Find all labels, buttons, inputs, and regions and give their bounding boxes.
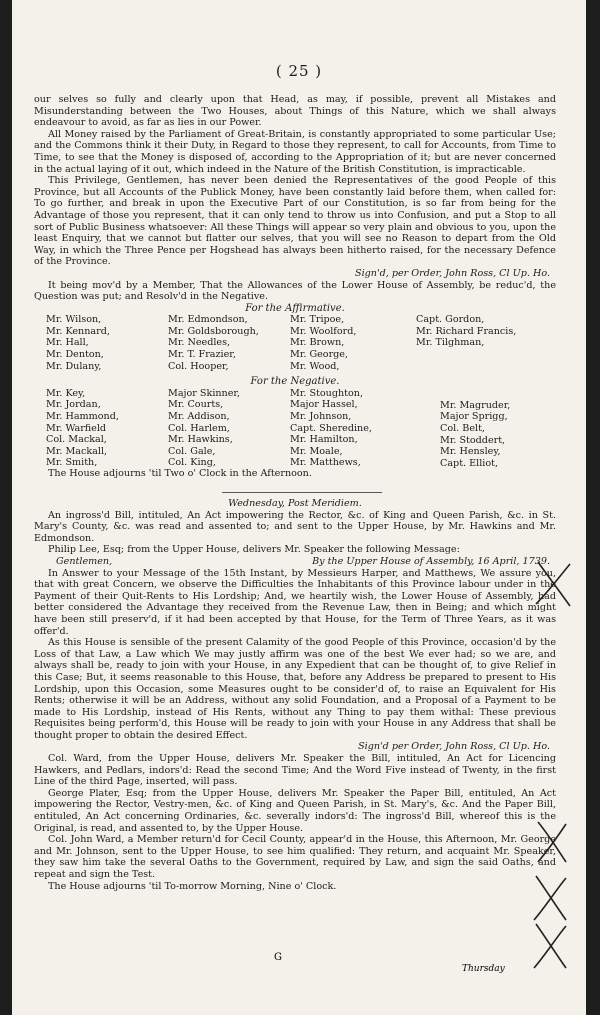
member-name: Mr. Addison, [168, 411, 230, 423]
member-name: Mr. Kennard, [46, 325, 110, 337]
paragraph: Col. Ward, from the Upper House, delivers Mr. Speaker the Bill, intituled, An Act for Licencing Hawkers, and Pedlars, indors'd: Read the second Time; And the Word Five instead of Twenty, in the first Line of the third Page, inserted, will pass. [34, 753, 556, 788]
member-name: Mr. Smith, [46, 457, 98, 469]
member-name: Mr. Hensley, [440, 446, 501, 458]
member-name: Mr. Tilghman, [416, 337, 485, 349]
name-column [168, 388, 240, 469]
member-name: Mr. Hall, [46, 337, 89, 349]
affirmative-heading: For the Affirmative. [245, 302, 345, 314]
paragraph: As this House is sensible of the present Calamity of the good People of this Province, occasion'd by the Loss of that Law, a Law which We may justly affirm was one of the best We ever had; so we are, and always shall be, ready to join with your House, in any Expedient that can be thought of, to give Relief in this Case; But, it seems reasonable to this House, that, before any Address be prepared to present to His Lordship, upon this Occasion, some Measures ought to be consider'd of, to raise an Equivalent for His Rents; otherwise it will be an Address, without any solid Foundation, and a Proposal of a Payment to be made to His Lordship, instead of His Rents, without any Thing to pay them withal: These previous Requisites being perform'd, this House will be ready to join with your House in any Address that shall be thought proper to obtain the desired Effect. [34, 637, 556, 741]
message-dateline: By the Upper House of Assembly, 16 April, 1739. [312, 555, 550, 567]
paragraph: Col. John Ward, a Member return'd for Cecil County, appear'd in the House, this Afternoon, Mr. George and Mr. Johnson, sent to the Upper House, to see him qualified: They return, and acquaint Mr. Speaker, they saw him take the several Oaths to the Government, required by Law, and sign the said Oaths, and repeat and sign the Test. [34, 834, 556, 880]
member-name: Mr. Matthews, [290, 457, 361, 469]
member-name: Mr. Key, [46, 387, 86, 399]
member-name: Col. Hooper, [168, 360, 229, 372]
member-name: Mr. Jordan, [46, 399, 101, 411]
member-name: Mr. Woolford, [290, 325, 357, 337]
member-name: Col. Belt, [440, 423, 485, 435]
scan-border-left [0, 0, 12, 1015]
name-column [416, 314, 516, 349]
date-heading: Wednesday, Post Meridiem. [228, 498, 362, 509]
negative-names [34, 388, 556, 468]
member-name: Col. Harlem, [168, 422, 230, 434]
name-column [290, 388, 372, 469]
catchword: Thursday [462, 964, 505, 974]
handwritten-x-mark [530, 872, 572, 924]
text-block-2 [34, 498, 556, 892]
name-column [290, 314, 356, 372]
member-name: Mr. Wood, [290, 360, 340, 372]
member-name: Mr. Magruder, [440, 399, 511, 411]
member-name: Mr. George, [290, 349, 349, 361]
paragraph: our selves so fully and clearly upon that Head, as may, if possible, prevent all Mistakes and Misunderstanding between the Two Houses, about Things of this Nature, which we shall always endeavour to avoid, as far as lies in our Power. [34, 94, 556, 129]
name-column [440, 400, 510, 470]
member-name: Mr. Edmondson, [168, 314, 248, 326]
name-column [46, 314, 110, 372]
member-name: Mr. Courts, [168, 399, 224, 411]
paragraph: All Money raised by the Parliament of Great-Britain, is constantly appropriated to some particular Use; and the Commons think it their Duty, in Regard to those they represent, to call for Accounts, from Time to Time, to see that the Money is disposed of, according to the Appropriation of it; but are never concerned in the actual laying of it out, which indeed in the Nature of the British Constitution, is impracticable. [34, 128, 556, 175]
member-name: Mr. Stoddert, [440, 434, 506, 446]
motion-paragraph: It being mov'd by a Member, That the Allowances of the Lower House of Assembly, be reduc'd, the Question was put; and Resolv'd in the Negative. [34, 279, 556, 303]
member-name: Capt. Sheredine, [290, 422, 372, 434]
member-name: Major Skinner, [168, 387, 240, 399]
member-name: Mr. Richard Francis, [416, 325, 517, 337]
paragraph: Philip Lee, Esq; from the Upper House, delivers Mr. Speaker the following Message: [48, 544, 460, 556]
member-name: Major Sprigg, [440, 411, 508, 423]
paragraph: This Privilege, Gentlemen, has never been denied the Representatives of the good People of this Province, but all Accounts of the Publick Money, have been constantly laid before them, when called for: To go further, and break in upon the Executive Part of our Constitution, is so far from being for the Advantage of those you represent, that it can only tend to throw us into Confusion, and put a Stop to all sort of Public Business whatsoever: All these Things will appear so very plain and obvious to you, upon the least Enquiry, that we cannot but flatter our selves, that you will see no Reason to depart from the Old Way, in which the Three Pence per Hogshead has always been hitherto raised, for the necessary Defence of the Province. [34, 175, 556, 268]
member-name: Mr. Moale, [290, 445, 343, 457]
member-name: Mr. Tripoe, [290, 314, 345, 326]
member-name: Mr. Stoughton, [290, 387, 364, 399]
adjournment-line: The House adjourns 'til To-morrow Morning, Nine o' Clock. [48, 880, 337, 892]
paragraph: In Answer to your Message of the 15th Instant, by Messieurs Harper, and Matthews, We assure you, that with great Concern, we observe the Difficulties the Inhabitants of this Province labour under in the Payment of their Quit-Rents to His Lordship; And, we heartily wish, the Lower House of Assembly, had better considered the Advantage they received from the Revenue Law, then in Being; and which might have been still preserv'd, if it had been accepted by that House, for the Term of Three Years, as it was offer'd. [34, 567, 556, 637]
member-name: Capt. Gordon, [416, 314, 485, 326]
member-name: Col. Mackal, [46, 434, 107, 446]
member-name: Col. Gale, [168, 445, 216, 457]
message-salutation: Gentlemen, [56, 555, 113, 567]
member-name: Mr. Needles, [168, 337, 231, 349]
handwritten-x-mark [532, 558, 576, 610]
message-header [34, 556, 556, 568]
handwritten-x-mark [530, 920, 572, 972]
member-name: Mr. Hammond, [46, 411, 119, 423]
member-name: Mr. Johnson, [290, 411, 352, 423]
member-name: Major Hassel, [290, 399, 358, 411]
page-number: ( 25 ) [275, 62, 323, 80]
paragraph: An ingross'd Bill, intituled, An Act impowering the Rector, &c. of King and Queen Parish, &c. in St. Mary's County, &c. was read and assented to; and sent to the Upper House, by Mr. Hawkins and Mr. Edmondson. [34, 509, 556, 544]
member-name: Capt. Elliot, [440, 457, 499, 469]
section-divider [222, 492, 382, 493]
member-name: Mr. Wilson, [46, 314, 102, 326]
handwritten-x-mark [532, 818, 572, 866]
affirmative-names [34, 314, 556, 376]
member-name: Mr. Dulany, [46, 360, 102, 372]
member-name: Mr. Warfield [46, 422, 107, 434]
member-name: Mr. Hawkins, [168, 434, 233, 446]
member-name: Mr. Denton, [46, 349, 104, 361]
signature-line: Sign'd, per Order, John Ross, Cl Up. Ho. [355, 267, 550, 279]
document-page [12, 0, 586, 1015]
scan-border-right [586, 0, 600, 1015]
signature-line: Sign'd per Order, John Ross, Cl Up. Ho. [358, 741, 550, 753]
member-name: Mr. Mackall, [46, 445, 108, 457]
member-name: Mr. Goldsborough, [168, 325, 259, 337]
name-column [46, 388, 119, 469]
negative-heading: For the Negative. [250, 376, 340, 388]
signature-mark: G [274, 952, 282, 963]
text-block-1 [34, 94, 556, 479]
member-name: Mr. T. Frazier, [168, 349, 236, 361]
name-column [168, 314, 259, 372]
member-name: Col. King, [168, 457, 216, 469]
paragraph: George Plater, Esq; from the Upper House, delivers Mr. Speaker the Paper Bill, entituled, An Act impowering the Rector, Vestry-men, &c. of King and Queen Parish, in St. Mary's, &c. And the Paper Bill, entituled, An Act concerning Ordinaries, &c. severally indors'd: The ingross'd Bill, whereof this is the Original, is read, and assented to, by the Upper House. [34, 787, 556, 834]
adjournment-line: The House adjourns 'til Two o' Clock in the Afternoon. [48, 467, 312, 479]
member-name: Mr. Brown, [290, 337, 345, 349]
member-name: Mr. Hamilton, [290, 434, 358, 446]
